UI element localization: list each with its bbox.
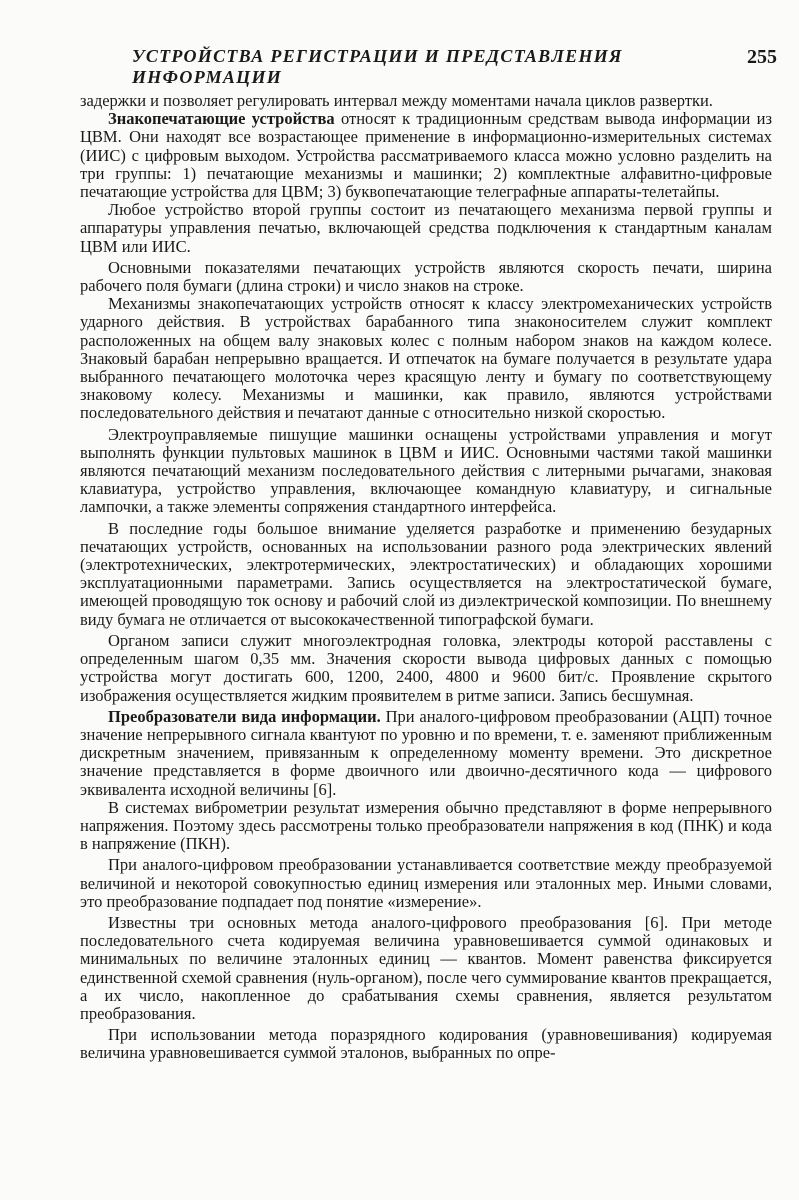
paragraph-13-text: При использовании метода поразрядного кодирования (уравновешивания) кодируемая величина уравновешивается суммой эталонов, выбранных по опре- [80,1025,772,1063]
paragraph-1 [80,92,772,110]
paragraph-7 [80,520,772,629]
paragraph-6 [80,426,772,517]
paragraph-5-text: Механизмы знакопечатающих устройств относят к классу электромеханических устройств ударного действия. В устройствах барабанного типа знаконосителем служит комплект расположенных на общем валу знаковых колес с полным набором знаков на каждом колесе. Знаковый барабан непрерывно вращается. И отпечаток на бумаге получается в результате удара выбранного печатающего молоточка через красящую ленту и бумагу по соответствующему знаковому колесу. Механизмы и машинки, как правило, являются устройствами последовательного действия и печатают данные с относительно низкой скоростью. [80,294,772,423]
running-title: УСТРОЙСТВА РЕГИСТРАЦИИ И ПРЕДСТАВЛЕНИЯ ИНФОРМАЦИИ [132,46,623,87]
paragraph-11 [80,856,772,911]
body-text [80,92,772,1063]
section-heading-printers: Знакопечатающие устройства [108,109,335,129]
paragraph-13 [80,1026,772,1062]
paragraph-4 [80,259,772,295]
paragraph-3-text: Любое устройство второй группы состоит из печатающего механизма первой группы и аппаратуры управления печатью, включающей средства подключения к стандартным каналам ЦВМ или ИИС. [80,200,772,256]
paragraph-6-text: Электроуправляемые пишущие машинки оснащены устройствами управления и могут выполнять функции пультовых машинок в ЦВМ и ИИС. Основными частями такой машинки являются печатающий механизм последовательного действия с литерными рычагами, знаковая клавиатура, устройство управления, включающее командную клавиатуру, и сигнальные лампочки, а также элементы сопряжения стандартного интерфейса. [80,424,772,517]
paragraph-9-text: При аналого-цифровом преобразовании (АЦП) точное значение непрерывного сигнала квантуют по уровню и по времени, т. е. заменяют приближенным дискретным значением, привязанным к определенному моменту времени. Это дискретное значение представляется в форме двоичного или двоично-десятичного кода — цифрового эквивалента исходной величины [6]. [80,706,773,799]
paragraph-3 [80,201,772,256]
paragraph-10-text: В системах виброметрии результат измерения обычно представляют в форме непрерывного напряжения. Поэтому здесь рассмотрены только преобразователи напряжения в код (ПНК) и кода в напряжение (ПКН). [80,797,772,854]
paragraph-12 [80,914,772,1023]
page-header [80,42,777,87]
page-number: 255 [747,46,777,68]
paragraph-12-text: Известны три основных метода аналого-цифрового преобразования [6]. При методе последовательного счета кодируемая величина уравновешивается суммой одинаковых и минимальных по величине эталонных единиц — квантов. Момент равенства фиксируется единственной схемой сравнения (нуль-органом), после чего суммирование квантов прекращается, а их число, накопленное до срабатывания схемы сравнения, является результатом преобразования. [80,912,772,1023]
paragraph-7-text: В последние годы большое внимание уделяется разработке и применению безударных печатающих устройств, основанных на использовании разного рода электрических явлений (электротехнических, электротермических, электростатических) и обладающих хорошими эксплуатационными параметрами. Запись осуществляется на электростатической бумаге, имеющей проводящую ток основу и рабочий слой из диэлектрической композиции. По внешнему виду бумага не отличается от высококачественной типографской бумаги. [80,518,772,629]
paragraph-5 [80,295,772,422]
paragraph-10 [80,799,772,854]
paragraph-8-text: Органом записи служит многоэлектродная головка, электроды которой расставлены с определенным шагом 0,35 мм. Значения скорости вывода цифровых данных с помощью устройства могут достигать 600, 1200, 2400, 4800 и 9600 бит/с. Проявление скрытого изображения осуществляется жидким проявителем в ритме записи. Запись бесшумная. [80,630,772,705]
paragraph-1-text: задержки и позволяет регулировать интервал между моментами начала циклов развертки. [80,91,713,110]
paragraph-2 [80,110,772,201]
paragraph-9 [80,708,772,799]
paragraph-2-text: относят к традиционным средствам вывода информации из ЦВМ. Они находят все возрастающее применение в информационно-измерительных системах (ИИС) с цифровым выходом. Устройства рассматриваемого класса можно условно разделить на три группы: 1) печатающие механизмы и машинки; 2) комплектные алфавитно-цифровые печатающие устройства для ЦВМ; 3) буквопечатающие телеграфные аппараты-телетайпы. [80,109,772,202]
paragraph-8 [80,632,772,705]
paragraph-4-text: Основными показателями печатающих устройств являются скорость печати, ширина рабочего поля бумаги (длина строки) и число знаков на строке. [80,257,772,296]
section-heading-converters: Преобразователи вида информации. [108,706,381,726]
paragraph-11-text: При аналого-цифровом преобразовании устанавливается соответствие между преобразуемой величиной и некоторой совокупностью единиц измерения или эталонных мер. Иными словами, это преобразование подпадает под понятие «измерение». [80,855,772,911]
